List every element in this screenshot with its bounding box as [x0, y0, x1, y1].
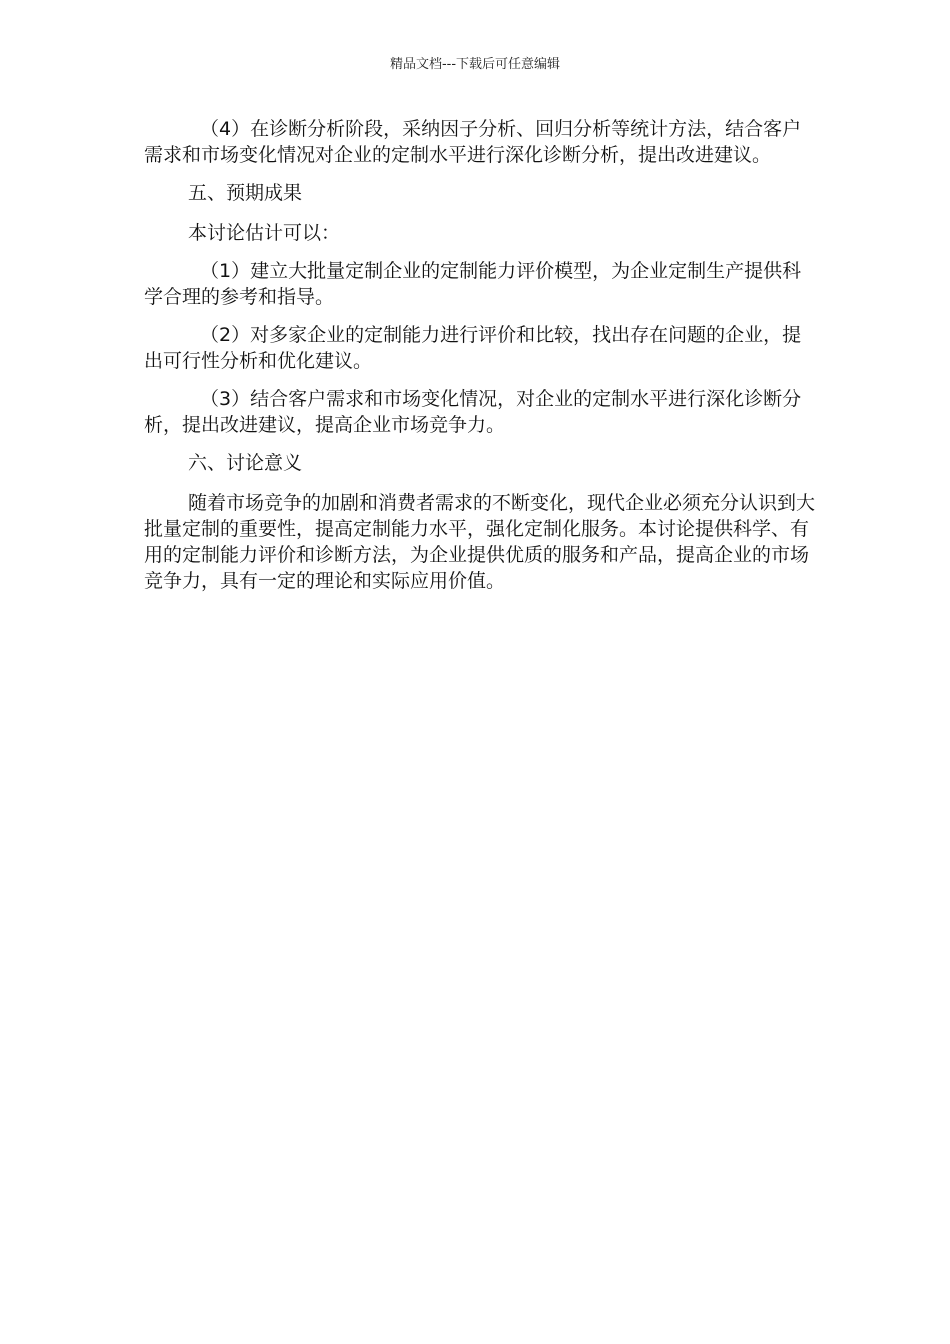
document-body — [144, 116, 816, 606]
paragraph-significance: 随着市场竞争的加剧和消费者需求的不断变化，现代企业必须充分认识到大批量定制的重要性，提高定制能力水平，强化定制化服务。本讨论提供科学、有用的定制能力评价和诊断方法，为企业提供优质的服务和产品，提高企业的市场竞争力，具有一定的理论和实际应用价值。 — [144, 492, 816, 592]
page-header: 精品文档---下载后可任意编辑 — [389, 57, 561, 72]
paragraph-step-4: （4）在诊断分析阶段，采纳因子分析、回归分析等统计方法，结合客户需求和市场变化情况对企业的定制水平进行深化诊断分析，提出改进建议。 — [144, 118, 802, 166]
section-heading-significance: 六、讨论意义 — [188, 452, 303, 474]
paragraph-result-3: （3）结合客户需求和市场变化情况，对企业的定制水平进行深化诊断分析，提出改进建议，提高企业市场竞争力。 — [144, 388, 802, 436]
paragraph-intro: 本讨论估计可以： — [188, 222, 341, 244]
paragraph-result-1: （1）建立大批量定制企业的定制能力评价模型，为企业定制生产提供科学合理的参考和指导。 — [144, 260, 802, 308]
paragraph-result-2: （2）对多家企业的定制能力进行评价和比较，找出存在问题的企业，提出可行性分析和优化建议。 — [144, 324, 802, 372]
section-heading-expected-results: 五、预期成果 — [188, 182, 303, 204]
